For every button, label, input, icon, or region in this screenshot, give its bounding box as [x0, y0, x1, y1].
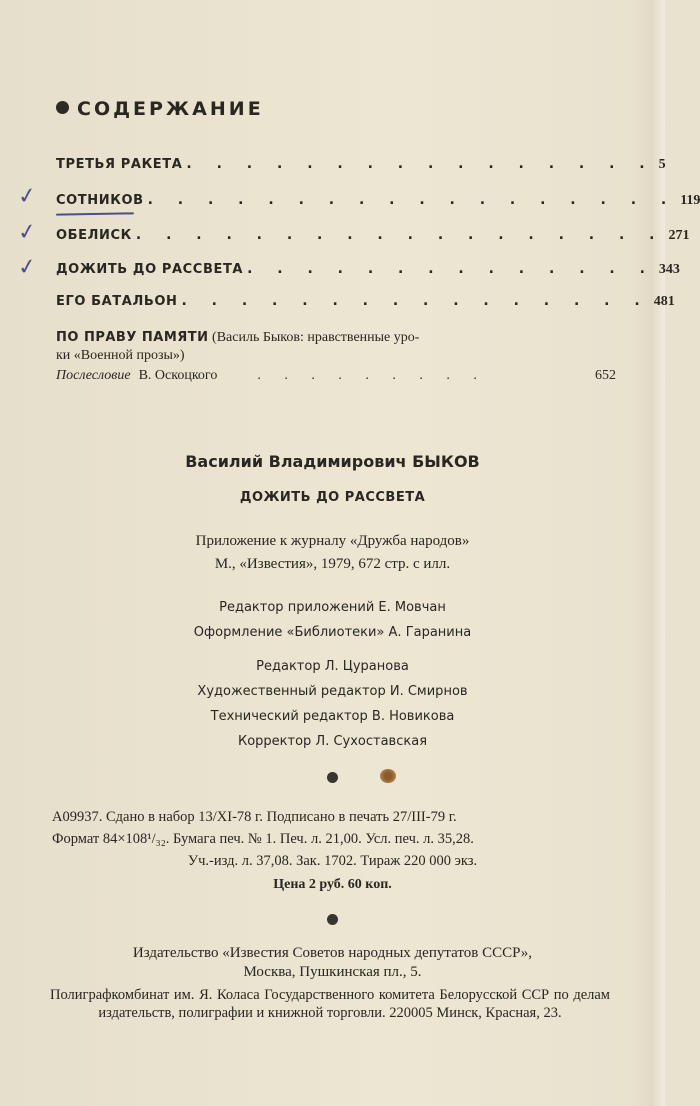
check-mark-icon: ✓ [16, 182, 39, 211]
tech-editor-credit: Технический редактор В. Новикова [210, 709, 455, 724]
bullet-icon [327, 914, 338, 925]
editor-supplements: Редактор приложений Е. Мовчан [219, 600, 446, 615]
supplement-line: Приложение к журналу «Дружба народов» [195, 533, 470, 549]
toc-entry: ДОЖИТЬ ДО РАССВЕТА . . . . . . . . . . . . . . 343 [56, 261, 680, 277]
bullet-icon [56, 101, 69, 114]
toc-title-text: СОДЕРЖАНИЕ [77, 98, 264, 120]
stain-mark [380, 769, 396, 783]
author-name: Василий Владимирович БЫКОВ [185, 452, 480, 471]
design-credit: Оформление «Библиотеки» А. Гаранина [193, 625, 472, 640]
toc-entry: ЕГО БАТАЛЬОН . . . . . . . . . . . . . . . . 481 [56, 293, 675, 309]
publisher-line: М., «Известия», 1979, 672 стр. с илл. [214, 556, 451, 572]
toc-entry: ОБЕЛИСК . . . . . . . . . . . . . . . . . . 271 [56, 227, 690, 243]
separator-ornament [0, 912, 665, 930]
check-mark-icon: ✓ [16, 218, 39, 247]
pen-underline [56, 212, 134, 215]
toc-entry-afterword: Послесловие В. Оскоцкого . . . . . . . . . 652 [56, 368, 616, 383]
check-mark-icon: ✓ [16, 253, 39, 282]
bullet-icon [327, 772, 338, 783]
separator-ornament [0, 770, 665, 788]
imprint-line: Уч.-изд. л. 37,08. Зак. 1702. Тираж 220 000 экз. [187, 853, 478, 869]
toc-heading [56, 98, 264, 120]
printer-info: Полиграфкомбинат им. Я. Коласа Государственного комитета Белорусской ССР по делам издательств, полиграфии и книжной торговли. 220005 Минск, Красная, 23. [50, 987, 610, 1021]
imprint-line: Формат 84×108¹/₃₂. Бумага печ. № 1. Печ. л. 21,00. Усл. печ. л. 35,28. [52, 831, 474, 847]
art-editor-credit: Художественный редактор И. Смирнов [197, 684, 468, 699]
corrector-credit: Корректор Л. Сухоставская [237, 734, 428, 749]
imprint-line: А09937. Сдано в набор 13/XI-78 г. Подписано в печать 27/III-79 г. [52, 809, 457, 825]
toc-entry: СОТНИКОВ . . . . . . . . . . . . . . . . . . 119 [56, 192, 700, 208]
toc-entry-po-pravu: ПО ПРАВУ ПАМЯТИ (Василь Быков: нравственные уро- ки «Военной прозы») [56, 330, 420, 363]
publisher-name: Издательство «Известия Советов народных депутатов СССР», [132, 945, 533, 961]
publisher-address: Москва, Пушкинская пл., 5. [243, 964, 422, 980]
book-title: ДОЖИТЬ ДО РАССВЕТА [239, 490, 426, 505]
price: Цена 2 руб. 60 коп. [273, 877, 392, 892]
editor-credit: Редактор Л. Цуранова [256, 659, 409, 674]
toc-entry: ТРЕТЬЯ РАКЕТА . . . . . . . . . . . . . . . . 5 [56, 156, 666, 172]
